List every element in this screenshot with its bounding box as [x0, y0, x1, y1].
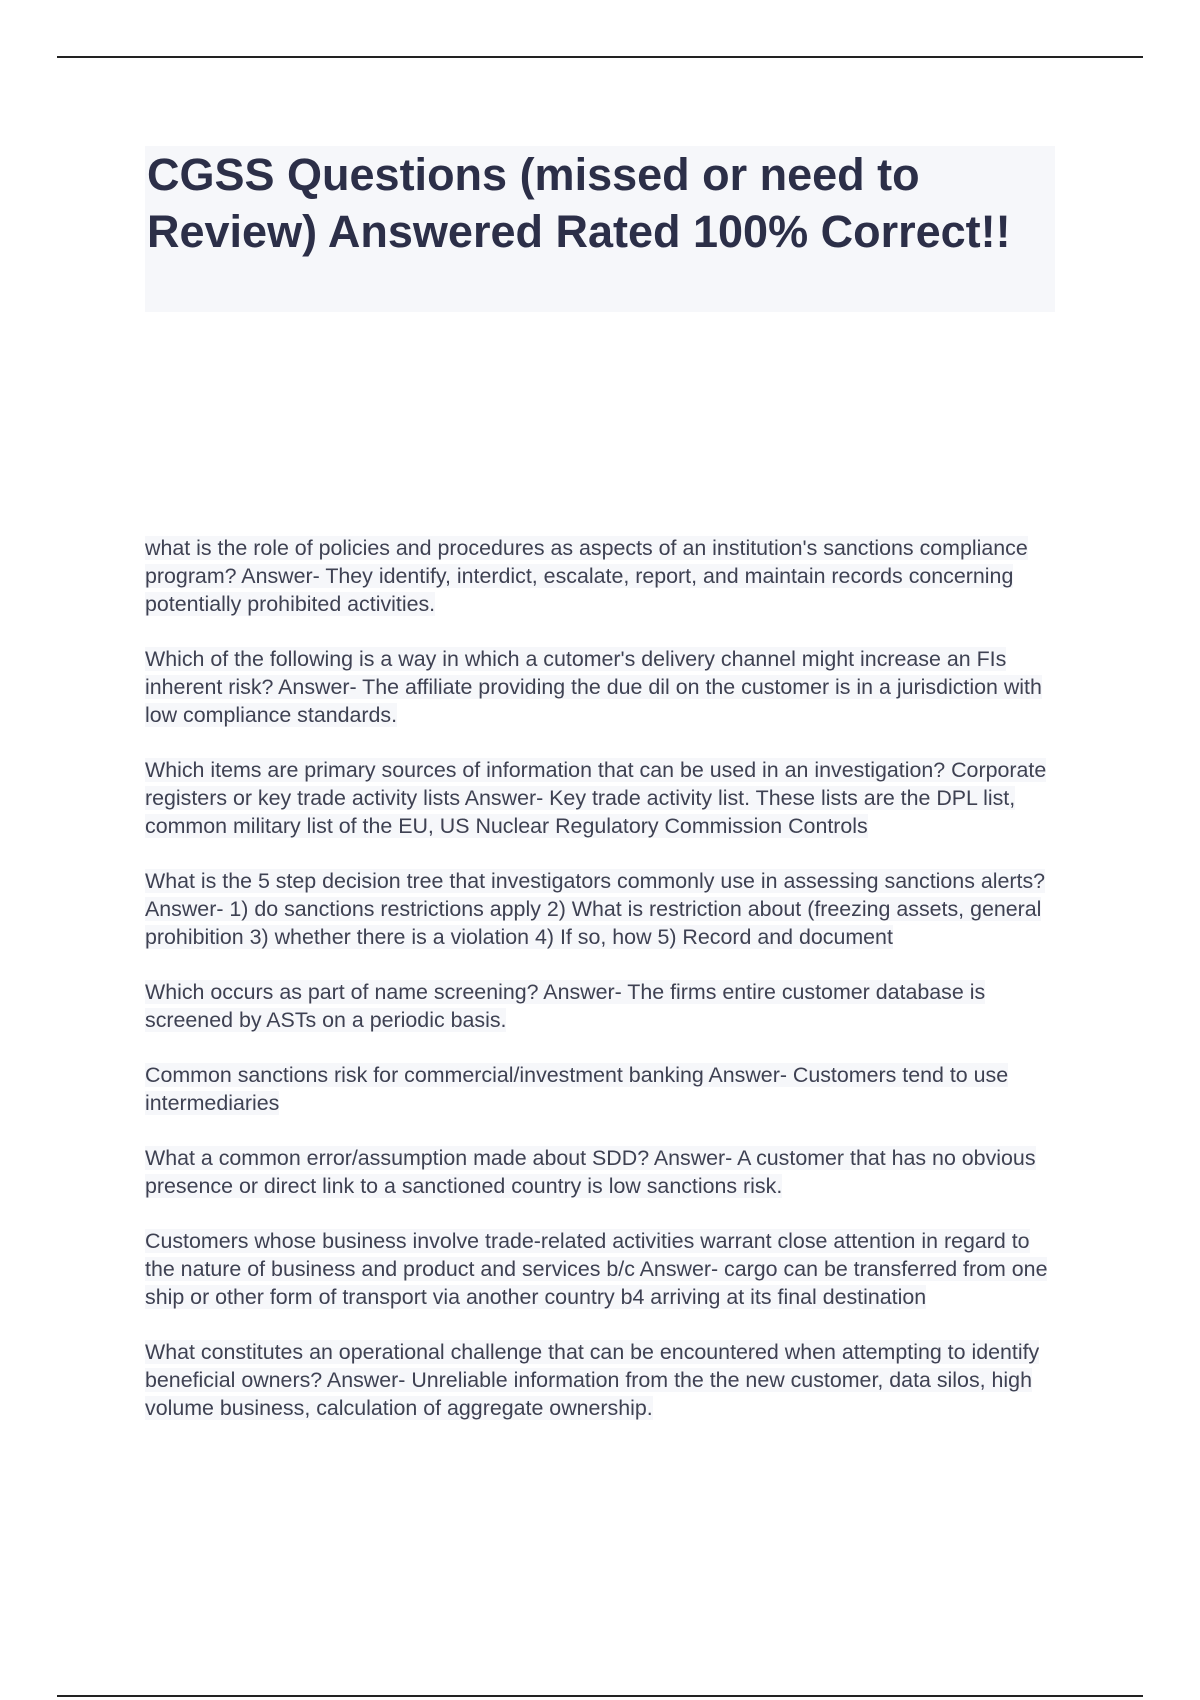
qa-entry-text: Which of the following is a way in which a cutomer's delivery channel might increase an FIs inherent risk? Answer- The affiliate providing the due dil on the customer is in a jurisdiction with low compliance standards. — [145, 647, 1042, 727]
qa-entry-text: Customers whose business involve trade-related activities warrant close attention in regard to the nature of business and product and services b/c Answer- cargo can be transferred from one ship or other form of transport via another country b4 arriving at its final destination — [145, 1229, 1048, 1309]
qa-entry — [145, 978, 1060, 1034]
qa-entry — [145, 534, 1060, 618]
qa-entry — [145, 867, 1060, 951]
qa-entry-text: Which occurs as part of name screening? Answer- The firms entire customer database is screened by ASTs on a periodic basis. — [145, 980, 986, 1032]
qa-entry-text: What constitutes an operational challenge that can be encountered when attempting to identify beneficial owners? Answer- Unreliable information from the the new customer, data silos, high volume business, calculation of aggregate ownership. — [145, 1340, 1040, 1420]
qa-entry — [145, 645, 1060, 729]
qa-entry-text: Which items are primary sources of information that can be used in an investigation? Corporate registers or key trade activity lists Answer- Key trade activity list. These lists are the DPL list, common military list of the EU, US Nuclear Regulatory Commission Controls — [145, 758, 1047, 838]
header-rule — [57, 56, 1143, 58]
qa-list — [145, 534, 1060, 1449]
qa-entry-text: What is the 5 step decision tree that investigators commonly use in assessing sanctions alerts? Answer- 1) do sanctions restrictions apply 2) What is restriction about (freezing assets, general prohibition 3) whether there is a violation 4) If so, how 5) Record and document — [145, 869, 1046, 949]
document-title: CGSS Questions (missed or need to Review) Answered Rated 100% Correct!! — [147, 149, 1011, 257]
qa-entry — [145, 1144, 1060, 1200]
title-block — [145, 146, 1055, 312]
footer-rule — [57, 1695, 1143, 1697]
qa-entry-text: What a common error/assumption made about SDD? Answer- A customer that has no obvious presence or direct link to a sanctioned country is low sanctions risk. — [145, 1146, 1036, 1198]
qa-entry-text: what is the role of policies and procedures as aspects of an institution's sanctions compliance program? Answer- They identify, interdict, escalate, report, and maintain records concerning potentially prohibited activities. — [145, 536, 1028, 616]
qa-entry — [145, 1338, 1060, 1422]
qa-entry-text: Common sanctions risk for commercial/investment banking Answer- Customers tend to use intermediaries — [145, 1063, 1009, 1115]
qa-entry — [145, 756, 1060, 840]
qa-entry — [145, 1227, 1060, 1311]
qa-entry — [145, 1061, 1060, 1117]
